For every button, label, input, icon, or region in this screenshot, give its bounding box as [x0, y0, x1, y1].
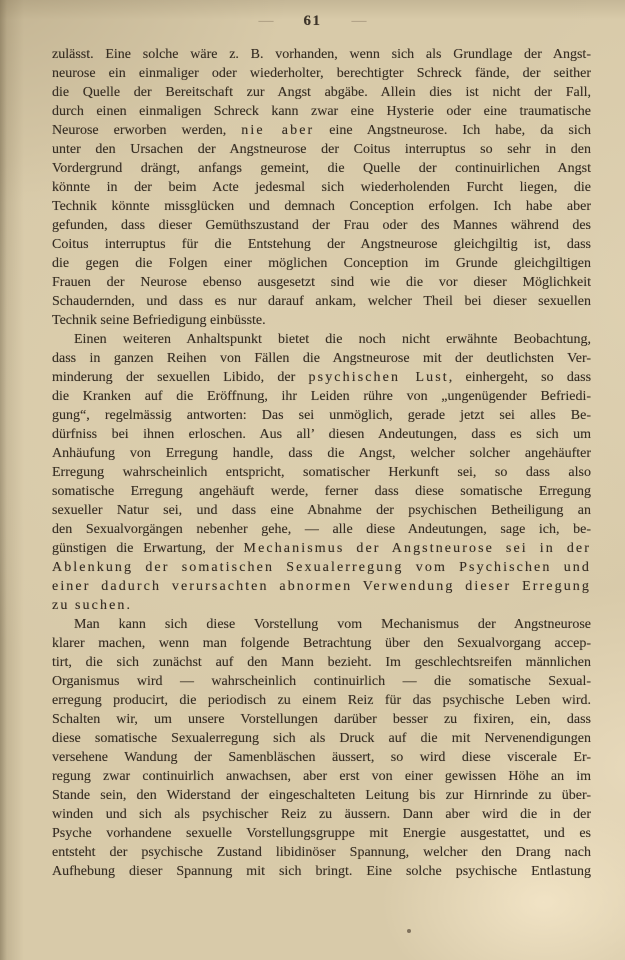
letterspaced-text-segment: nie aber	[241, 123, 315, 138]
text-line	[52, 767, 591, 786]
text-line	[52, 64, 591, 83]
text-segment: gung“, regelmässig antworten: Das sei unmöglich, gerade jetzt sei alles Be-	[52, 408, 591, 423]
text-line	[52, 140, 591, 159]
text-segment: Vordergrund drängt, anfangs gemeint, die Quelle der continuirlichen Angst	[52, 161, 591, 176]
text-segment: gefunden, dass dieser Gemüthszustand der Frau oder des Mannes während des	[52, 218, 591, 233]
text-line	[52, 349, 591, 368]
text-line	[52, 425, 591, 444]
text-line	[52, 292, 591, 311]
text-segment: Technik könnte missglücken und demnach Conception erfolgen. Ich habe aber	[52, 199, 591, 214]
text-segment: Coitus interruptus für die Entstehung der Angstneurose gleichgiltig ist, dass	[52, 237, 591, 252]
text-segment: Einen weiteren Anhaltspunkt bietet die noch nicht erwähnte Beobachtung,	[74, 332, 591, 347]
text-line	[52, 330, 591, 349]
text-segment: den Sexualvorgängen nebenher gehe, — alle diese Andeutungen, sage ich, be-	[52, 522, 591, 537]
text-line	[52, 83, 591, 102]
text-segment: Psyche vorhandene sexuelle Vorstellungsgruppe mit Energie ausgestattet, und es	[52, 826, 591, 841]
text-line	[52, 197, 591, 216]
text-line	[52, 539, 591, 558]
letterspaced-text-segment: zu suchen.	[52, 598, 133, 613]
text-line	[52, 311, 591, 330]
text-line	[52, 463, 591, 482]
text-segment: neurose ein einmaliger oder wiederholter, berechtigter Schreck fände, der seither	[52, 66, 591, 81]
text-segment: durch einen einmaligen Schreck kann zwar eine Hysterie oder eine traumatische	[52, 104, 591, 119]
text-segment: Stande sein, den Widerstand der eingeschalteten Leitung bis zur Hirnrinde zu über-	[52, 788, 591, 803]
text-segment: dass in ganzen Reihen von Fällen die Angstneurose mit der deutlichsten Ver-	[52, 351, 591, 366]
text-line	[52, 501, 591, 520]
text-line	[52, 178, 591, 197]
page-number: 61	[303, 13, 322, 29]
page-header	[0, 0, 625, 30]
text-segment: Anhäufung von Erregung handle, dass die Angst, welcher solcher angehäufter	[52, 446, 591, 461]
text-segment: Organismus wird — wahrscheinlich continuirlich — die somatische Sexual-	[52, 674, 591, 689]
text-line	[52, 672, 591, 691]
text-segment: Aufhebung dieser Spannung mit sich bringt. Eine solche psychische Entlastung	[52, 864, 591, 879]
text-line	[52, 121, 591, 140]
text-segment: günstigen die Erwartung, der	[52, 541, 244, 556]
text-segment: Schaudernden, und dass es nur darauf ankam, welcher Theil bei dieser sexuellen	[52, 294, 591, 309]
text-line	[52, 805, 591, 824]
text-segment: Frauen der Neurose ebenso ausgesetzt sind wie die vor dieser Möglichkeit	[52, 275, 591, 290]
text-line	[52, 444, 591, 463]
text-line	[52, 254, 591, 273]
text-line	[52, 729, 591, 748]
text-line	[52, 710, 591, 729]
text-line	[52, 843, 591, 862]
text-segment: winden und sich als psychischer Reiz zu äussern. Dann aber wird die in der	[52, 807, 591, 822]
letterspaced-text-segment: einer dadurch verursachten abnormen Verwendung dieser Erregung	[52, 579, 591, 594]
text-line	[52, 520, 591, 539]
text-segment: Man kann sich diese Vorstellung vom Mechanismus der Angstneurose	[74, 617, 591, 632]
text-line	[52, 653, 591, 672]
text-line	[52, 102, 591, 121]
text-line	[52, 634, 591, 653]
text-segment: klarer machen, wenn man folgende Betrachtung über den Sexualvorgang accep-	[52, 636, 591, 651]
text-segment: die Quelle der Bereitschaft zur Angst abgäbe. Allein dies ist nicht der Fall,	[52, 85, 591, 100]
text-segment: tirt, die sich zunächst auf den Mann bezieht. Im geschlechtsreifen männlichen	[52, 655, 591, 670]
text-line	[52, 596, 591, 615]
text-line	[52, 482, 591, 501]
text-segment: die Kranken auf die Eröffnung, ihr Leiden rühre von „ungenügender Befriedi-	[52, 389, 591, 404]
text-line	[52, 45, 591, 64]
text-segment: erregung producirt, die periodisch zu einem Reiz für das psychische Leben wird.	[52, 693, 591, 708]
text-line	[52, 406, 591, 425]
text-line	[52, 159, 591, 178]
text-segment: diese somatische Sexualerregung sich als Druck auf die mit Nervenendigungen	[52, 731, 591, 746]
letterspaced-text-segment: Ablenkung der somatischen Sexualerregung vom Psychischen und	[52, 560, 591, 575]
text-line	[52, 273, 591, 292]
text-segment: versehene Wandung der Samenbläschen äussert, so wird diese viscerale Er-	[52, 750, 591, 765]
text-segment: somatische Erregung angehäuft werde, ferner dass diese somatische Erregung	[52, 484, 591, 499]
text-line	[52, 615, 591, 634]
text-segment: Neurose erworben werden,	[52, 123, 242, 138]
text-segment: unter den Ursachen der Angstneurose der Coitus interruptus so sehr in den	[52, 142, 591, 157]
text-segment: Schalten wir, um unsere Vorstellungen darüber besser zu fixiren, ein, dass	[52, 712, 591, 727]
text-line	[52, 824, 591, 843]
text-segment: eine Angstneurose. Ich habe, da sich	[314, 123, 591, 138]
text-segment: sexueller Natur sei, und dass eine Abnahme der psychischen Betheiligung an	[52, 503, 591, 518]
text-segment: Technik seine Befriedigung einbüsste.	[52, 313, 266, 328]
text-segment: regung zwar continuirlich anwachsen, aber erst von einer gewissen Höhe an im	[52, 769, 591, 784]
text-line	[52, 748, 591, 767]
text-line	[52, 691, 591, 710]
text-line	[52, 368, 591, 387]
text-segment: Erregung wahrscheinlich entspricht, somatischer Herkunft sei, so dass also	[52, 465, 591, 480]
letterspaced-text-segment: psychischen Lust	[308, 370, 449, 385]
text-line	[52, 387, 591, 406]
text-line	[52, 216, 591, 235]
text-segment: , einhergeht, so dass	[448, 370, 591, 385]
text-segment: könnte in der beim Acte jedesmal sich wiederholenden Furcht liegen, die	[52, 180, 591, 195]
paper-speck	[407, 929, 411, 933]
header-right-dash: —	[351, 13, 367, 29]
text-line	[52, 786, 591, 805]
text-line	[52, 558, 591, 577]
text-segment: zulässt. Eine solche wäre z. B. vorhanden, wenn sich als Grundlage der Angst-	[52, 47, 591, 62]
text-line	[52, 235, 591, 254]
page-text-block	[52, 45, 591, 881]
text-line	[52, 577, 591, 596]
text-line	[52, 862, 591, 881]
text-segment: entsteht der psychische Zustand libidinöser Spannung, welcher den Drang nach	[52, 845, 591, 860]
text-segment: minderung der sexuellen Libido, der	[52, 370, 309, 385]
header-left-dash: —	[258, 13, 274, 29]
text-segment: die gegen die Folgen einer möglichen Conception im Grunde gleichgiltigen	[52, 256, 591, 271]
text-segment: dürfniss bei ihnen erloschen. Aus all’ diesen Andeutungen, dass es sich um	[52, 427, 591, 442]
letterspaced-text-segment: Mechanismus der Angstneurose sei in der	[243, 541, 591, 556]
